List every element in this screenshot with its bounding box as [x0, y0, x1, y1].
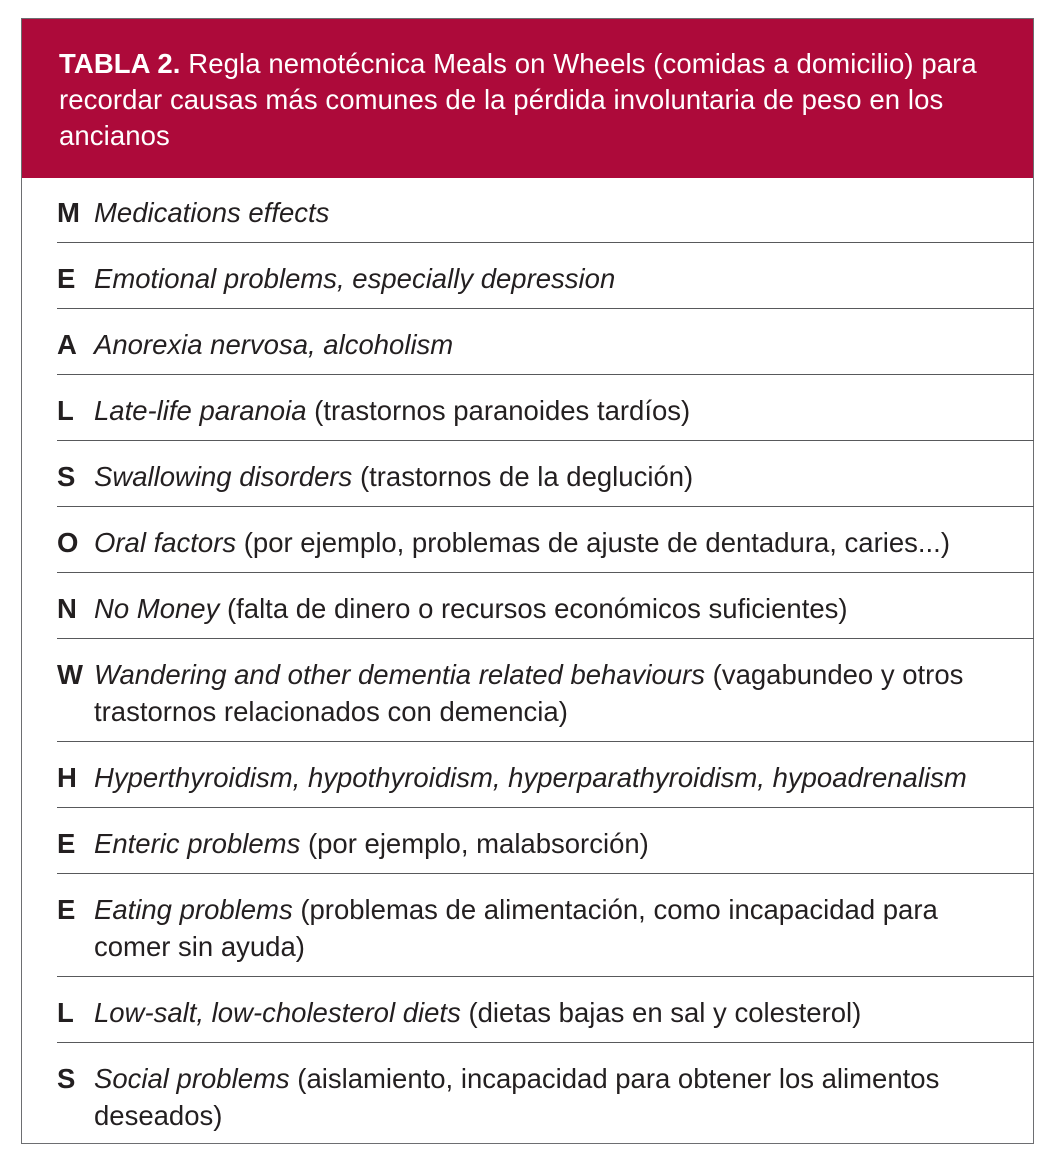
table-header — [22, 19, 1033, 178]
table-title: Regla nemotécnica Meals on Wheels (comidas a domicilio) para recordar causas más comunes de la pérdida involuntaria de peso en los ancianos — [59, 48, 977, 151]
row-description — [94, 994, 1034, 1031]
english-term: Emotional problems, especially depression — [94, 263, 616, 294]
table-row — [57, 742, 1034, 808]
row-description — [94, 891, 1034, 965]
row-description — [94, 1060, 1034, 1134]
english-term: Social problems — [94, 1063, 290, 1094]
table-row — [57, 178, 1034, 243]
spanish-note: (dietas bajas en sal y colesterol) — [468, 997, 862, 1028]
spanish-note: (falta de dinero o recursos económicos suficientes) — [226, 593, 848, 624]
table-row — [57, 309, 1034, 375]
mnemonic-letter: S — [57, 1063, 76, 1094]
row-description — [94, 194, 1034, 231]
mnemonic-letter: L — [57, 395, 74, 426]
mnemonic-letter: W — [57, 659, 83, 690]
table-row — [57, 977, 1034, 1043]
mnemonic-letter: E — [57, 894, 76, 925]
row-description — [94, 656, 1034, 730]
row-description — [94, 759, 1034, 796]
english-term: Oral factors — [94, 527, 237, 558]
english-term: Late-life paranoia — [94, 395, 307, 426]
row-description — [94, 326, 1034, 363]
spanish-note: (por ejemplo, problemas de ajuste de dentadura, caries...) — [243, 527, 950, 558]
mnemonic-letter: L — [57, 997, 74, 1028]
table-row — [57, 507, 1034, 573]
table-row — [57, 808, 1034, 874]
english-term: Hyperthyroidism, hypothyroidism, hyperparathyroidism, hypoadrenalism — [94, 762, 967, 793]
spanish-note: (aislamiento, incapacidad para obtener los alimentos deseados) — [94, 1063, 940, 1131]
table-row — [57, 1043, 1034, 1145]
table-row — [57, 874, 1034, 977]
mnemonic-letter: M — [57, 197, 80, 228]
mnemonic-letter: H — [57, 762, 77, 793]
english-term: Swallowing disorders — [94, 461, 353, 492]
english-term: Wandering and other dementia related behaviours — [94, 659, 706, 690]
spanish-note: (trastornos de la deglución) — [359, 461, 694, 492]
table-row — [57, 375, 1034, 441]
table-row — [57, 573, 1034, 639]
row-description — [94, 458, 1034, 495]
row-description — [94, 825, 1034, 862]
row-description — [94, 260, 1034, 297]
spanish-note: (problemas de alimentación, como incapacidad para comer sin ayuda) — [94, 894, 938, 962]
spanish-note: (vagabundeo y otros trastornos relacionados con demencia) — [94, 659, 964, 727]
table-row — [57, 243, 1034, 309]
table-body — [57, 178, 1034, 1145]
english-term: Medications effects — [94, 197, 330, 228]
mnemonic-letter: E — [57, 263, 76, 294]
table-row — [57, 441, 1034, 507]
spanish-note: (por ejemplo, malabsorción) — [307, 828, 649, 859]
mnemonic-letter: N — [57, 593, 77, 624]
table-row — [57, 639, 1034, 742]
row-description — [94, 392, 1034, 429]
mnemonic-letter: A — [57, 329, 77, 360]
mnemonic-letter: O — [57, 527, 79, 558]
english-term: Eating problems — [94, 894, 293, 925]
spanish-note: (trastornos paranoides tardíos) — [314, 395, 691, 426]
mnemonic-letter: S — [57, 461, 76, 492]
english-term: Low-salt, low-cholesterol diets — [94, 997, 461, 1028]
english-term: Enteric problems — [94, 828, 301, 859]
table-label: TABLA 2. — [59, 48, 181, 79]
english-term: Anorexia nervosa, alcoholism — [94, 329, 454, 360]
mnemonic-letter: E — [57, 828, 76, 859]
row-description — [94, 590, 1034, 627]
english-term: No Money — [94, 593, 220, 624]
row-description — [94, 524, 1034, 561]
